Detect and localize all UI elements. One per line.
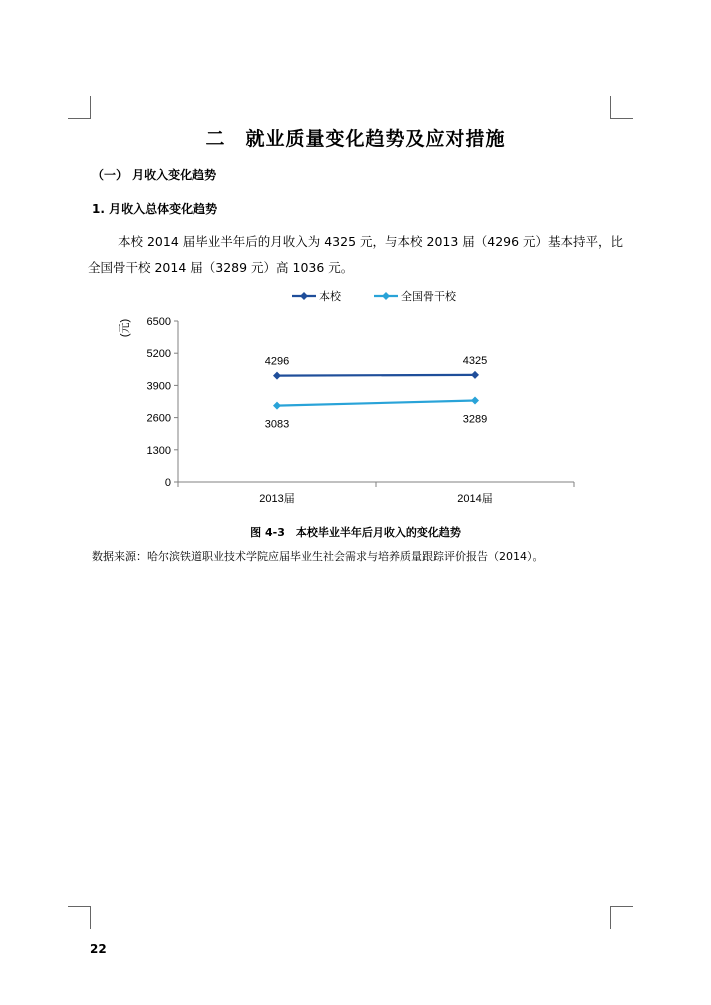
subsection-heading: 1. 月收入总体变化趋势 bbox=[92, 202, 218, 216]
chapter-title: 二 就业质量变化趋势及应对措施 bbox=[205, 128, 506, 150]
data-point bbox=[273, 402, 281, 410]
data-point bbox=[471, 397, 479, 405]
crop-mark-bottom-left bbox=[68, 906, 91, 929]
data-point bbox=[471, 371, 479, 379]
paragraph-line: 本校 2014 届毕业半年后的月收入为 4325 元，与本校 2013 届（4296 元）基本持平，比 bbox=[118, 234, 624, 249]
chart-legend bbox=[292, 289, 457, 303]
crop-mark-top-left bbox=[68, 96, 91, 119]
x-tick-label: 2013届 bbox=[259, 493, 295, 505]
y-tick-label: 5200 bbox=[146, 348, 171, 361]
x-tick-label: 2014届 bbox=[457, 493, 493, 505]
data-label: 3289 bbox=[462, 413, 488, 426]
legend-label: 本校 bbox=[319, 291, 341, 303]
y-tick-label: 1300 bbox=[146, 444, 171, 457]
y-tick-label: 6500 bbox=[146, 316, 171, 328]
crop-mark-top-right bbox=[610, 96, 633, 119]
paragraph-line: 全国骨干校 2014 届（3289 元）高 1036 元。 bbox=[88, 260, 354, 275]
legend-marker bbox=[382, 292, 390, 300]
series-line bbox=[277, 375, 475, 376]
data-point bbox=[273, 372, 281, 380]
x-axis bbox=[178, 482, 574, 505]
data-label: 4325 bbox=[462, 354, 488, 367]
data-label: 4296 bbox=[264, 355, 290, 368]
figure-caption: 图 4-3 本校毕业半年后月收入的变化趋势 bbox=[250, 526, 461, 539]
legend-label: 全国骨干校 bbox=[401, 291, 456, 303]
y-axis bbox=[147, 316, 178, 489]
crop-mark-bottom-right bbox=[610, 906, 633, 929]
data-label: 3083 bbox=[264, 418, 290, 431]
plot-area bbox=[265, 355, 487, 431]
y-axis-label: (元) bbox=[119, 318, 131, 338]
section-heading: （一） 月收入变化趋势 bbox=[92, 168, 217, 182]
y-tick-label: 2600 bbox=[146, 412, 171, 425]
income-trend-chart bbox=[100, 285, 600, 515]
legend-marker bbox=[300, 292, 308, 300]
source-note: 数据来源：哈尔滨铁道职业技术学院应届毕业生社会需求与培养质量跟踪评价报告（2014）。 bbox=[92, 550, 544, 563]
y-tick-label: 3900 bbox=[146, 380, 171, 393]
series-line bbox=[277, 401, 475, 406]
page-number: 22 bbox=[90, 942, 107, 956]
y-tick-label: 0 bbox=[164, 477, 171, 489]
